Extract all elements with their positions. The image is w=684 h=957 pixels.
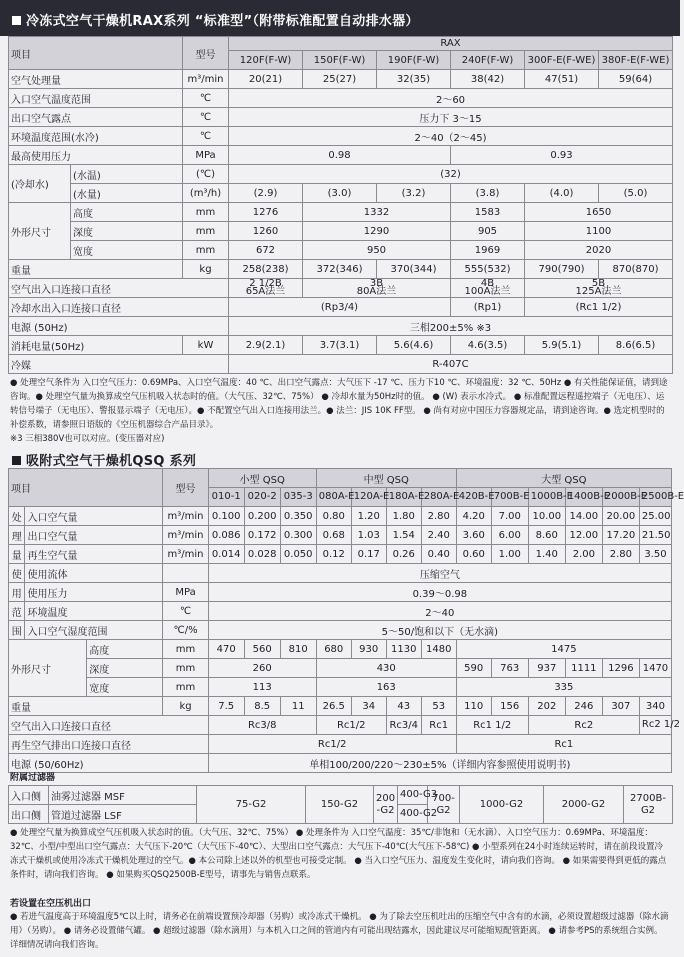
qsq-group-small: 小型 QSQ [208,469,316,488]
qsq-model: 080A-E [316,488,351,507]
qsq-row-ambient: 范 环境温度 ℃ 2～40 [9,602,672,621]
rax-model: 300F-E(F-WE) [525,51,599,70]
rax-note: ● 处理空气条件为 入口空气压力：0.69MPa、入口空气温度：40 ℃、出口空气露点：大气压下 -17 ℃、压力下10 ℃、环境温度：32 ℃、50Hz ● 有关性能保证值，请到途咨询。● 处理空气量为换算成空气压机吸入状态时的值。（大气压、32℃、75%） ● 冷却水量为50Hz时的值。 ● (W) 表示水冷式。 ● 标准配置远程遥控端子（无电压）、运转信号端子（无电压）、警报显示端子（无电压）。● 不配置空气出入口连接用法兰。● 法兰：JIS 10K FF型。 ● 尚有对应中国压力容器规定品，请到途咨询。● 选定机型时的补偿系数，请参照日语版的《空压机器综合产品目录》。 [10,378,668,430]
bottom-notes [10,910,670,952]
qsq-row-fluid: 使 使用流体 压缩空气 [9,564,672,583]
qsq-row-regen: 量 再生空气量 m³/min 0.014 0.028 0.050 0.12 0.17 0.26 0.40 0.60 1.00 1.40 2.00 2.80 3.50 [9,545,672,564]
bullet-square-icon [12,456,21,465]
rax-row-water-conn: 冷却水出入口连接口直径 (Rp3/4) (Rp1) (Rc1 1/2) [9,298,673,317]
rax-row-dew: 出口空气露点 ℃ 压力下 3～15 [9,108,673,127]
rax-row-air: 空气处理量 m³/min 20(21) 25(27) 32(35) 38(42) 47(51) 59(64) [9,70,673,89]
rax-row-height: 外形尺寸 高度 mm 1276 1332 1583 1650 [9,203,673,222]
qsq-row-outlet: 理 出口空气量 m³/min 0.086 0.172 0.300 0.68 1.03 1.54 2.40 3.60 6.00 8.60 12.00 17.20 21.50 [9,526,672,545]
rax-header-item: 项目 [9,37,183,70]
qsq-group-medium: 中型 QSQ [316,469,456,488]
qsq-model: 120A-E [351,488,386,507]
qsq-model: 020-2 [244,488,280,507]
rax-row-air-conn: 空气出入口连接口直径 2 1/2B 65A法兰 3B 80A法兰 4B 100A法兰 5B 125A法兰 [9,279,673,298]
qsq-row-pressure: 用 使用压力 MPa 0.39～0.98 [9,583,672,602]
rax-row-ambient: 环境温度范围(水冷) ℃ 2～40（2～45) [9,127,673,146]
rax-row-pressure: 最高使用压力 MPa 0.98 0.93 [9,146,673,165]
rax-model: 150F(F-W) [303,51,377,70]
rax-row-consumption: 消耗电量(50Hz) kW 2.9(2.1) 3.7(3.1) 5.6(4.6) 4.6(3.5) 5.9(5.1) 8.6(6.5) [9,336,673,355]
bottom-title: 若设置在空压机出口 [10,899,92,909]
qsq-group-large: 大型 QSQ [456,469,671,488]
qsq-section-title: 吸附式空气干燥机QSQ 系列 [12,450,196,469]
rax-note: ※3 三相380V也可以对应。(变压器对应) [10,434,165,444]
rax-spec-table [8,36,673,374]
qsq-row-width: 宽度 mm 113 163 335 [9,678,672,697]
qsq-row-air-conn: 空气出入口连接口直径 Rc3/8 Rc1/2 Rc3/4 Rc1 Rc1 1/2 Rc2 Rc2 1/2 [9,716,672,735]
qsq-model: 2500B-E [639,488,671,507]
qsq-spec-table [8,468,684,773]
filters-title: 附属过滤器 [10,773,56,783]
qsq-model: 1400B-E [565,488,602,507]
qsq-model: 2000B-E [602,488,639,507]
qsq-model: 420B-E [456,488,491,507]
rax-row-water-temp: (冷却水) (水温) (℃) (32) [9,165,673,184]
qsq-header-item: 项目 [9,469,163,507]
filters-row-out: 出口侧 管道过滤器 LSF 400-G2 [9,805,673,824]
rax-row-power: 电源 (50Hz) 三相200±5% ※3 [9,317,673,336]
qsq-model: 280A-E [421,488,456,507]
qsq-row-inlet: 处 入口空气量 m³/min 0.100 0.200 0.350 0.80 1.20 1.80 2.80 4.20 7.00 10.00 14.00 20.00 25.00 [9,507,672,526]
rax-series-name: RAX [229,37,673,51]
qsq-note: ● 处理空气量为换算成空气压机吸入状态时的值。（大气压、32℃、75%） ● 处理条件为 入口空气温度：35℃/非饱和（无水滴）、入口空气压力：0.69MPa、环境温度：32℃、小型/中型出口空气露点：大气压下-20℃（大气压下-40℃）、大型出口空气露点：大气压下-40℃(大气压下-58℃) ● 小型系列在24小时连续运转时，请在前段设置冷冻式干燥机或使用冷冻式干燥机处理过的空气。● 本公司除上述以外的机型也可接受定制。 ● 当入口空气压力、温度发生变化时，请向我们咨询。 ● 如果需要得到更低的露点条件时，请向我们咨询。 ● 如果购买QSQ2500B-E型号，请事先与销售点联系。 [10,828,667,880]
rax-title-banner [0,0,680,36]
qsq-row-weight: 重量 kg 7.5 8.5 11 26.5 34 43 53 110 156 202 246 307 340 [9,697,672,716]
rax-model: 380F-E(F-WE) [599,51,673,70]
filters-table [8,785,673,824]
rax-row-water-qty: (水量) (m³/h) (2.9) (3.0) (3.2) (3.8) (4.0) (5.0) [9,184,673,203]
rax-notes [10,376,670,446]
qsq-model: 180A-E [386,488,421,507]
rax-row-inlet-temp: 入口空气温度范围 ℃ 2～60 [9,89,673,108]
filters-row-in: 入口侧 油雾过滤器 MSF 75-G2 150-G2 200 -G2 400-G3 700- G2 1000-G2 2000-G2 2700B- G2 [9,786,673,805]
qsq-row-depth: 深度 mm 260 430 590 763 937 1111 1296 1470 [9,659,672,678]
qsq-row-humidity: 围 入口空气湿度范围 ℃/% 5～50/饱和以下（无水滴) [9,621,672,640]
qsq-model: 700B-E [491,488,528,507]
qsq-model: 010-1 [208,488,244,507]
qsq-model: 1000B-E [528,488,565,507]
rax-section-title: 冷冻式空气干燥机RAX系列 “标准型”（附带标准配置自动排水器） [12,10,419,29]
bullet-square-icon [12,16,21,25]
qsq-row-height: 外形尺寸 高度 mm 470 560 810 680 930 1130 1480 1475 [9,640,672,659]
rax-row-depth: 深度 mm 1260 1290 905 1100 [9,222,673,241]
rax-row-width: 宽度 mm 672 950 1969 2020 [9,241,673,260]
qsq-row-power: 电源 (50/60Hz) 单相100/200/220～230±5%（详细内容参照使用说明书) [9,754,672,773]
rax-row-weight: 重量 kg 258(238) 372(346) 370(344) 555(532) 790(790) 870(870) [9,260,673,279]
rax-header-model: 型号 [183,37,229,70]
rax-model: 120F(F-W) [229,51,303,70]
qsq-header-model: 型号 [163,469,208,507]
qsq-model: 035-3 [280,488,316,507]
rax-model: 240F(F-W) [451,51,525,70]
bottom-note: ● 若进气温度高于环境温度5℃以上时，请务必在前端设置预冷却器（另购）或冷冻式干燥机。 ● 为了除去空压机吐出的压缩空气中含有的水滴，必须设置超级过滤器（除水滴用）（另购）。 ● 请务必设置储气罐。 ● 超级过滤器（除水滴用）与本机入口之间的管道内有可能出现结露水，因此建议尽可能缩短配管距离。 ● 请参考PS的系统组合实例。详细情况请向我们咨询。 [10,912,669,950]
qsq-notes [10,826,670,882]
rax-model: 190F(F-W) [377,51,451,70]
rax-row-refrigerant: 冷媒 R-407C [9,355,673,374]
qsq-row-regen-conn: 再生空气排出口连接口直径 Rc1/2 Rc1 [9,735,672,754]
